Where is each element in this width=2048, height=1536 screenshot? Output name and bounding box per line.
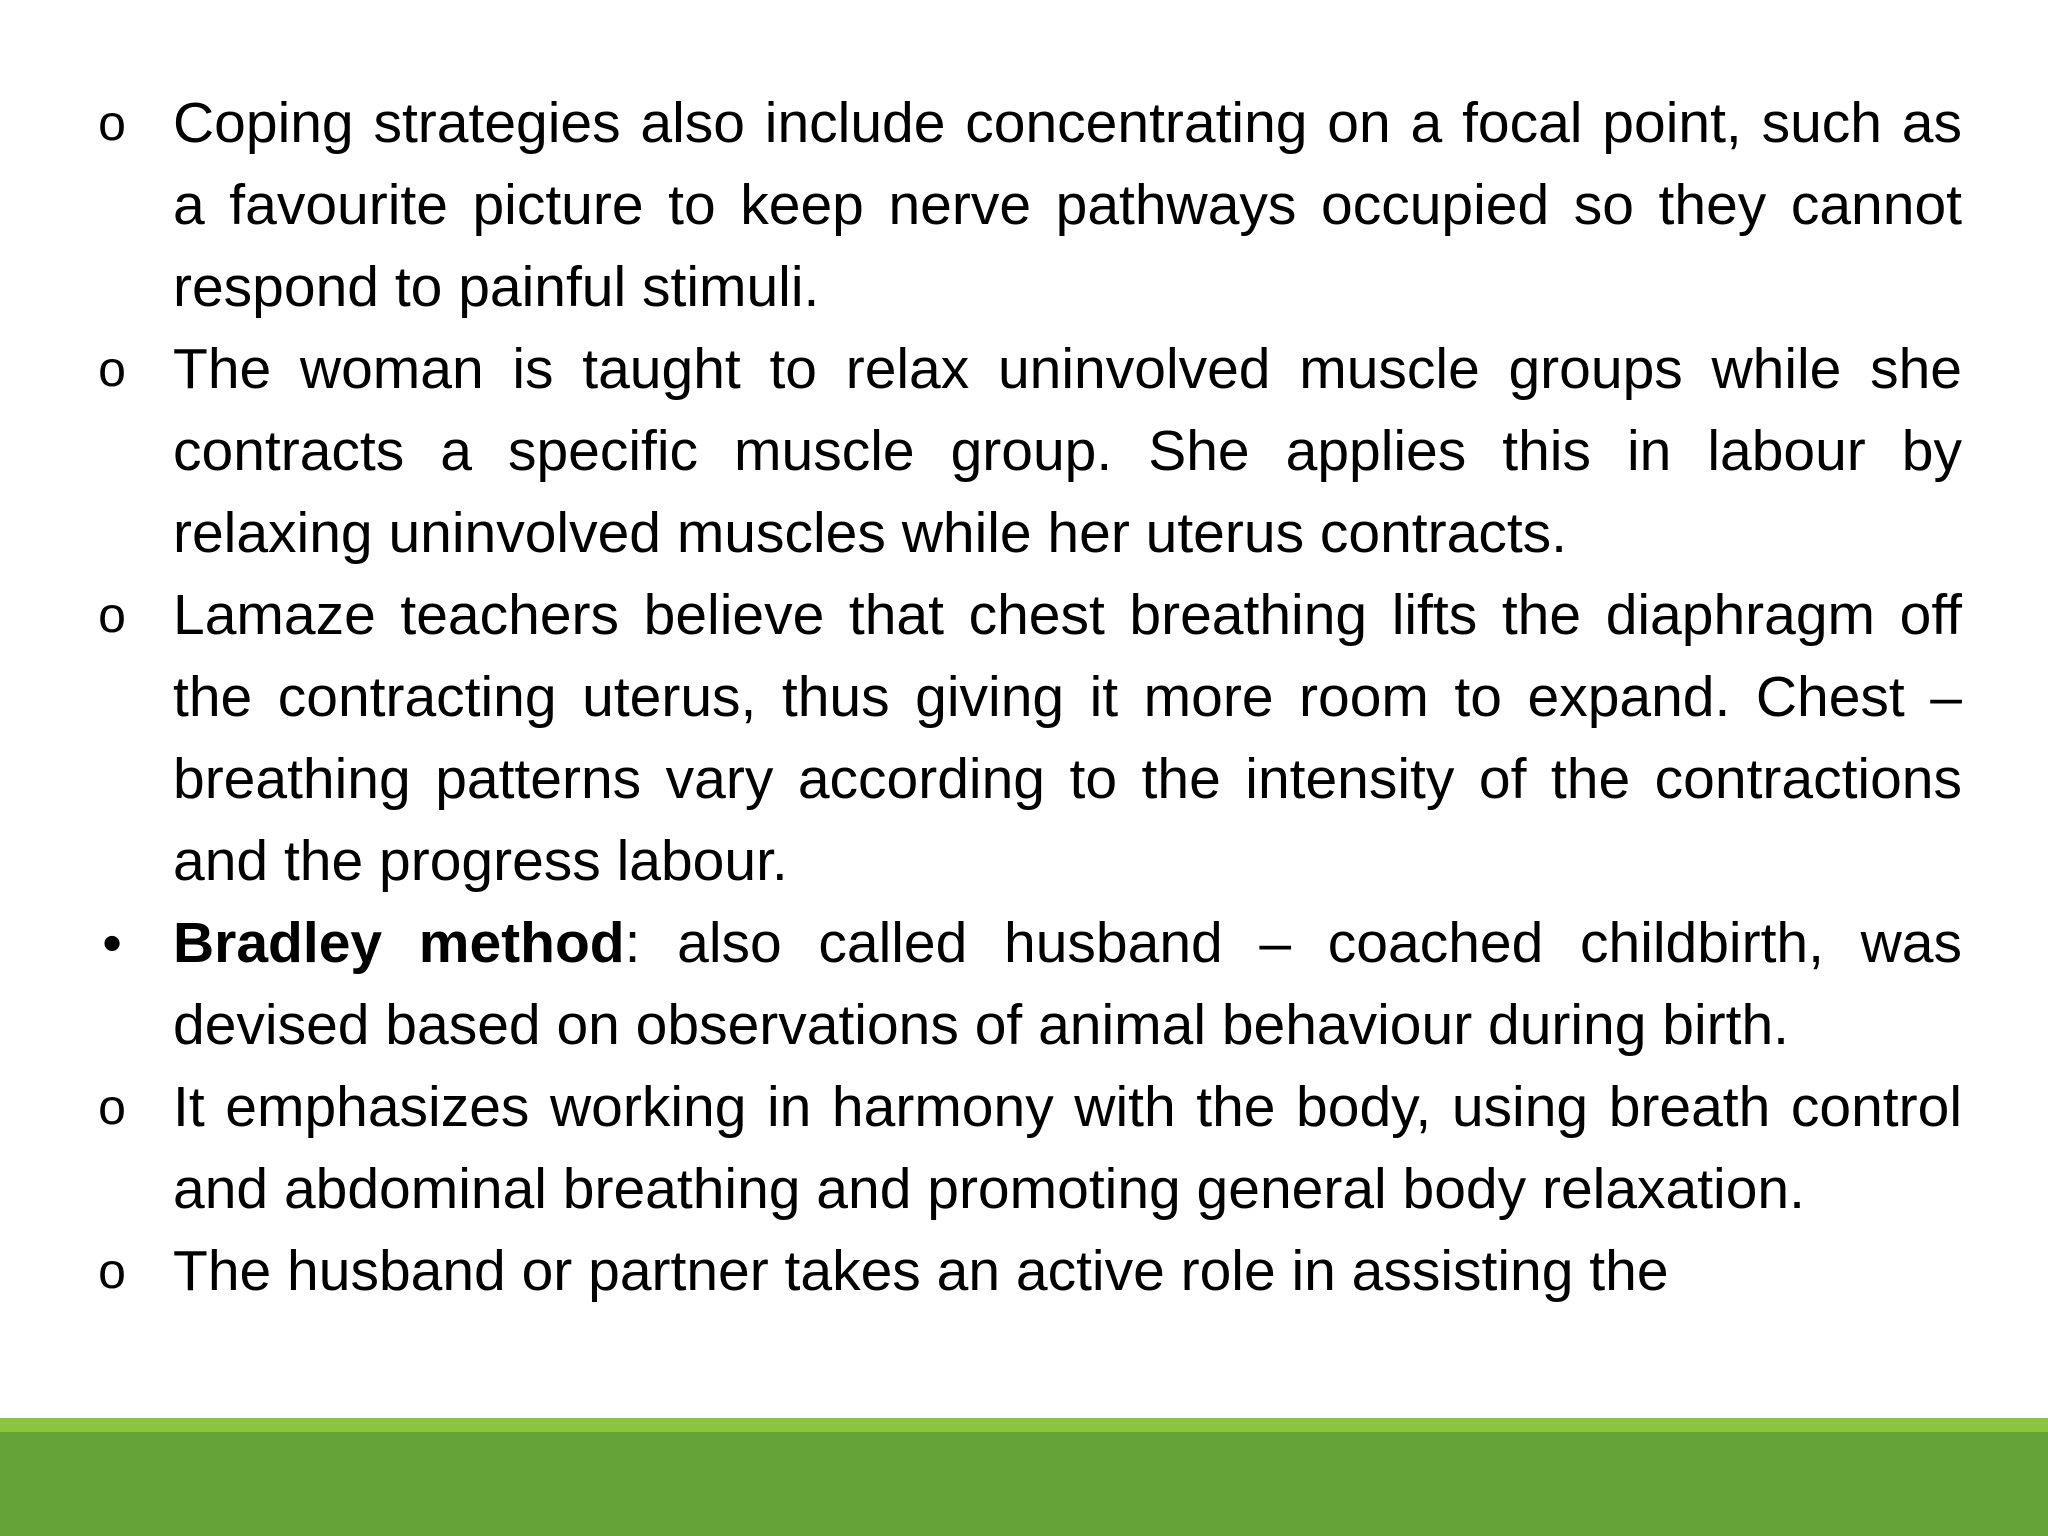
bullet-text: [173, 911, 1962, 1057]
bullet-text: Lamaze teachers believe that chest breathing lifts the diaphragm off the contracting uterus, thus giving it more room to expand. Chest – breathing patterns vary according to the intensity of the contractions and the progress labour.: [173, 583, 1962, 893]
filled-bullet-icon: •: [102, 911, 122, 974]
bullet-list: [92, 82, 1962, 1312]
bullet-body: : also called husband – coached childbirth, was devised based on observations of animal behaviour during birth.: [173, 911, 1963, 1057]
hollow-bullet-icon: o: [98, 1079, 126, 1135]
bullet-item-harmony-with-body: [92, 1066, 1962, 1230]
hollow-bullet-icon: o: [98, 95, 126, 151]
bullet-text: The woman is taught to relax uninvolved muscle groups while she contracts a specific muscle group. She applies this in labour by relaxing uninvolved muscles while her uterus contracts.: [173, 337, 1962, 565]
bullet-item-partner-role: [92, 1230, 1962, 1312]
bullet-item-bradley-method: [92, 902, 1962, 1066]
footer-accent-stripe: [0, 1418, 2048, 1432]
slide-content: [92, 82, 1962, 1312]
hollow-bullet-icon: o: [98, 341, 126, 397]
bullet-text: The husband or partner takes an active role in assisting the: [173, 1239, 1669, 1303]
bullet-item-coping-strategies: [92, 82, 1962, 328]
bullet-text: It emphasizes working in harmony with the body, using breath control and abdominal breathing and promoting general body relaxation.: [173, 1075, 1962, 1221]
bullet-item-lamaze-breathing: [92, 574, 1962, 902]
footer-band: [0, 1432, 2048, 1536]
bullet-text: Coping strategies also include concentrating on a focal point, such as a favourite picture to keep nerve pathways occupied so they cannot respond to painful stimuli.: [173, 91, 1962, 319]
hollow-bullet-icon: o: [98, 587, 126, 643]
hollow-bullet-icon: o: [98, 1243, 126, 1299]
bullet-item-muscle-relaxation: [92, 328, 1962, 574]
bullet-heading: Bradley method: [173, 911, 625, 975]
